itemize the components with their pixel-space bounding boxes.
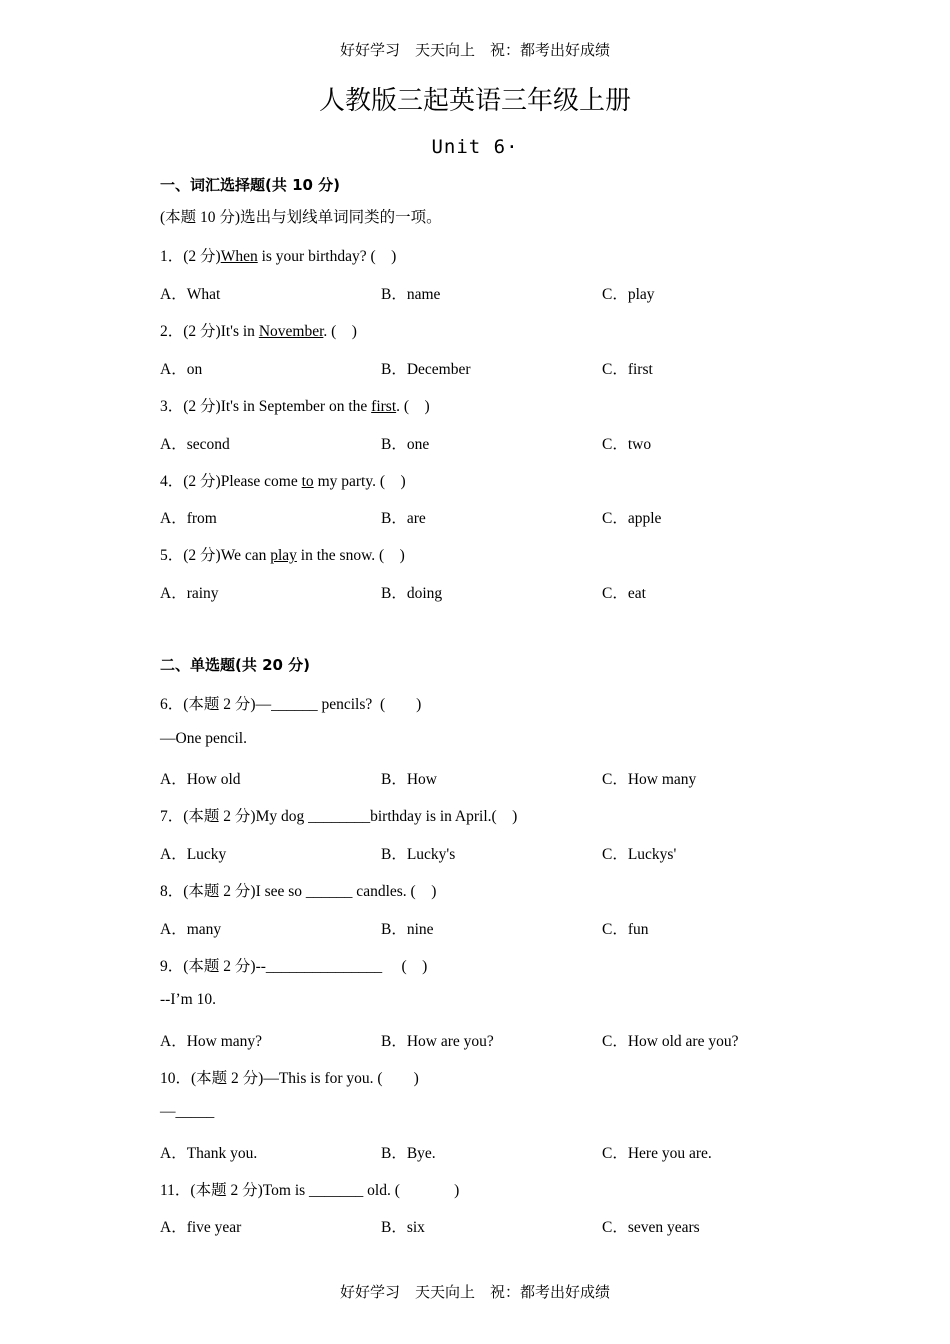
question-1-option-b: B．name <box>381 286 441 303</box>
section-1-instruction: (本题 10 分)选出与划线单词同类的一项。 <box>160 209 442 226</box>
question-10-option-a: A．Thank you. <box>160 1145 258 1162</box>
question-6: 6．(本题 2 分)—______ pencils? ( ) <box>160 696 422 713</box>
question-3: 3．(2 分)It's in September on the first. ( ) <box>160 398 430 415</box>
question-5-option-a: A．rainy <box>160 585 219 602</box>
unit-label: Unit 6· <box>431 136 519 158</box>
question-7-option-c: C．Luckys' <box>602 846 677 863</box>
question-8-option-a: A．many <box>160 921 222 938</box>
document-title: 人教版三起英语三年级上册 <box>318 86 631 116</box>
question-8: 8．(本题 2 分)I see so ______ candles. ( ) <box>160 883 437 900</box>
question-3-option-a: A．second <box>160 436 230 453</box>
question-9: 9．(本题 2 分)--_______________ ( ) <box>160 958 428 975</box>
page-header-motto: 好好学习 天天向上 祝：都考出好成绩 <box>339 41 610 59</box>
question-6-option-b: B．How <box>381 771 437 788</box>
question-1-option-a: A．What <box>160 286 221 303</box>
question-6-reply: —One pencil. <box>160 730 247 747</box>
question-9-option-a: A．How many? <box>160 1033 263 1050</box>
question-9-reply: --I’m 10. <box>160 991 216 1008</box>
question-10-reply: —_____ <box>160 1103 215 1120</box>
question-2: 2．(2 分)It's in November. ( ) <box>160 323 357 340</box>
question-5-option-b: B．doing <box>381 585 443 602</box>
question-8-option-b: B．nine <box>381 921 434 938</box>
section-1-heading: 一、词汇选择题(共 10 分) <box>160 176 341 194</box>
question-10-option-b: B．Bye. <box>381 1145 436 1162</box>
question-4: 4．(2 分)Please come to my party. ( ) <box>160 473 406 490</box>
question-5: 5．(2 分)We can play in the snow. ( ) <box>160 547 405 564</box>
question-6-option-c: C．How many <box>602 771 697 788</box>
question-10: 10．(本题 2 分)—This is for you. ( ) <box>160 1070 419 1087</box>
question-11-option-a: A．five year <box>160 1219 242 1236</box>
question-2-option-c: C．first <box>602 361 653 378</box>
question-1-option-c: C．play <box>602 286 655 303</box>
question-4-option-b: B．are <box>381 510 426 527</box>
section-2-heading: 二、单选题(共 20 分) <box>160 656 311 674</box>
question-1: 1．(2 分)When is your birthday? ( ) <box>160 248 397 265</box>
question-6-option-a: A．How old <box>160 771 241 788</box>
question-11-option-b: B．six <box>381 1219 425 1236</box>
question-3-option-c: C．two <box>602 436 652 453</box>
question-11: 11．(本题 2 分)Tom is _______ old. ( ) <box>160 1182 460 1199</box>
question-7-option-b: B．Lucky's <box>381 846 456 863</box>
question-11-option-c: C．seven years <box>602 1219 700 1236</box>
question-7-option-a: A．Lucky <box>160 846 227 863</box>
question-4-option-a: A．from <box>160 510 217 527</box>
question-8-option-c: C．fun <box>602 921 649 938</box>
question-7: 7．(本题 2 分)My dog ________birthday is in April.( ) <box>160 808 518 825</box>
question-9-option-c: C．How old are you? <box>602 1033 739 1050</box>
question-5-option-c: C．eat <box>602 585 646 602</box>
question-2-option-a: A．on <box>160 361 203 378</box>
page-footer-motto: 好好学习 天天向上 祝：都考出好成绩 <box>339 1283 610 1301</box>
question-2-option-b: B．December <box>381 361 471 378</box>
question-10-option-c: C．Here you are. <box>602 1145 712 1162</box>
question-4-option-c: C．apple <box>602 510 662 527</box>
question-9-option-b: B．How are you? <box>381 1033 494 1050</box>
question-3-option-b: B．one <box>381 436 430 453</box>
